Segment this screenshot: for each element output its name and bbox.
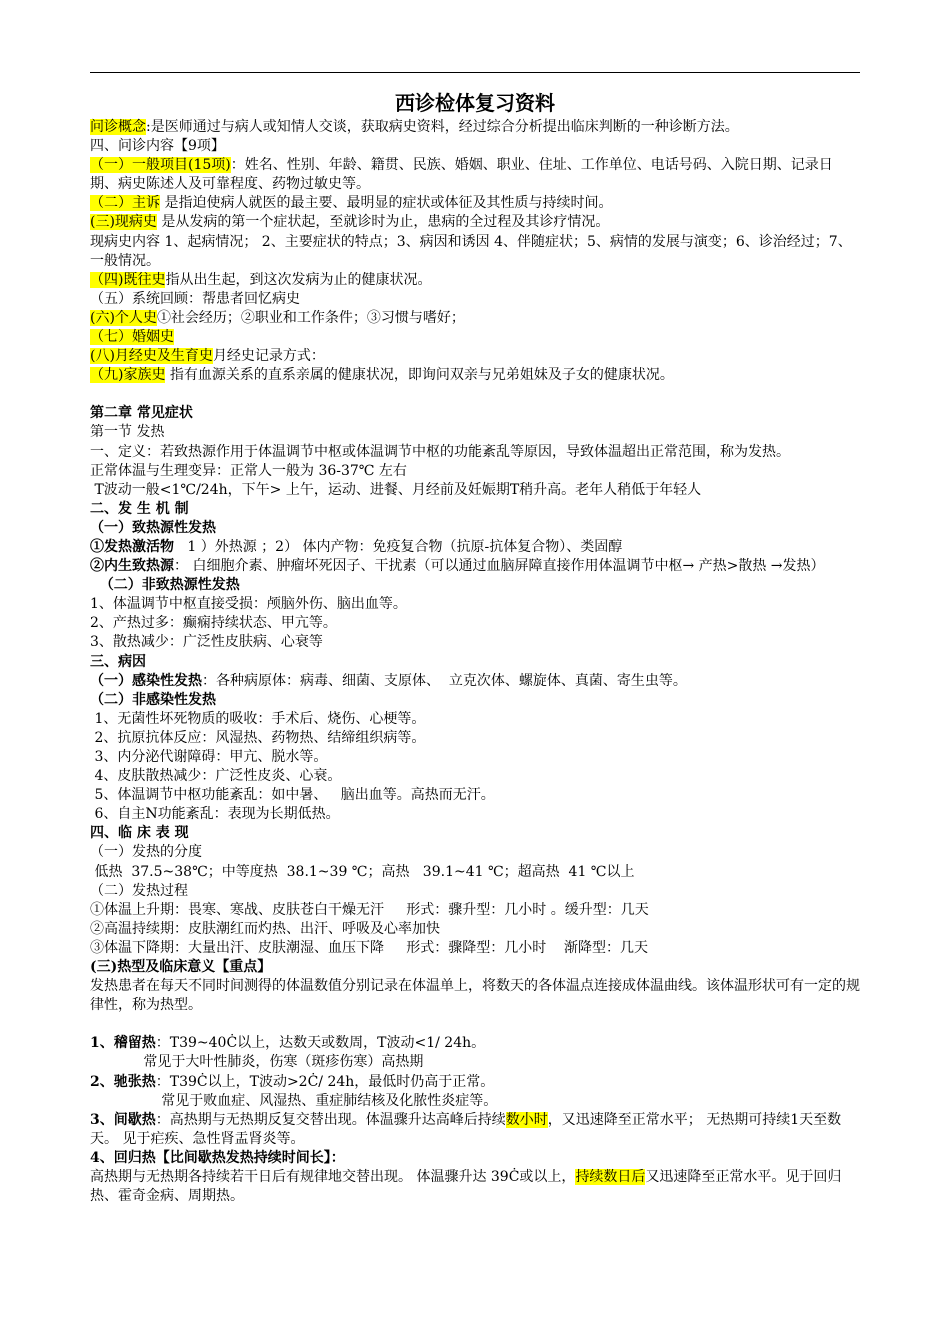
list-item: ①体温上升期：畏寒、寒战、皮肤苍白干燥无汗 形式：骤升型：几小时 。缓升型：几天: [90, 901, 649, 918]
fever-definition: 一、定义：若致热源作用于体温调节中枢或体温调节中枢的功能紊乱等原因，导致体温超出正常范围，称为发热。: [90, 443, 790, 460]
item-text: ①社会经历；②职业和工作条件；③习惯与嗜好；: [156, 309, 465, 326]
fever-type-2-note: 常见于败血症、风湿热、重症肺结核及化脓性炎症等。: [90, 1092, 498, 1109]
item-text: ，又迅速降至正常水平； 无热期可持续1天至数天。 见于疟疾、急性肾盂肾炎等。: [90, 1111, 842, 1147]
highlight-term: （一）一般项目(15项): [90, 157, 231, 174]
clinical-heading: 四、临 床 表 现: [90, 825, 189, 842]
mechanism-heading: 二、发 生 机 制: [90, 500, 189, 517]
list-item: 2、抗原抗体反应：风湿热、药物热、结缔组织病等。: [90, 729, 426, 746]
highlight-term: (八)月经史及生育史: [90, 348, 213, 365]
fever-type-intro: 发热患者在每天不同时间测得的体温数值分别记录在体温单上，将数天的各体温点连接成体温曲线。该体温形状可有一定的规律性，称为热型。: [90, 978, 860, 1014]
cause-heading: 三、病因: [90, 653, 146, 670]
list-item: 5、体温调节中枢功能紊乱：如中暑、 脑出血等。高热而无汗。: [90, 787, 495, 804]
normal-temperature: 正常体温与生理变异：正常人一般为 36-37℃ 左右: [90, 462, 407, 479]
list-item: 1、无菌性坏死物质的吸收：手术后、烧伤、心梗等。: [90, 710, 426, 727]
fever-type-1-note: 常见于大叶性肺炎，伤寒（斑疹伤寒）高热期: [90, 1054, 424, 1071]
highlight-term: （七）婚姻史: [90, 329, 174, 346]
list-item: 6、自主N功能紊乱：表现为长期低热。: [90, 806, 340, 823]
spacer: [90, 385, 860, 404]
document-body: [90, 88, 860, 1206]
subheading: （一）致热源性发热: [90, 519, 216, 536]
item-text: ：高热期与无热期反复交替出现。体温骤升达高峰后持续: [155, 1111, 506, 1128]
list-item: 3、内分泌代谢障碍：甲亢、脱水等。: [90, 749, 328, 765]
bold-term: （一）感染性发热: [90, 672, 202, 689]
subheading: （二）非致热源性发热: [90, 577, 240, 594]
present-illness-contents: 现病史内容 1、起病情况； 2、主要症状的特点；3、病因和诱因 4、伴随症状；5、病情的发展与演变；6、诊治经过；7、一般情况。: [90, 233, 852, 269]
fever-type-4-text: [90, 1168, 860, 1206]
highlight-term: 持续数日后: [575, 1168, 646, 1185]
fever-type-3: [90, 1111, 860, 1149]
highlight-term: 问诊概念: [90, 119, 146, 135]
list-item: ③体温下降期：大量出汗、皮肤潮湿、血压下降 形式：骤降型：几小时 渐降型：几天: [90, 939, 649, 956]
item-text: ：姓名、性别、年龄、籍贯、民族、婚姻、职业、住址、工作单位、电话号码、入院日期、记录日期、病史陈述人及可靠程度、药物过敏史等。: [90, 157, 833, 193]
document-title: 西诊检体复习资料: [395, 91, 555, 115]
fever-type-2: [90, 1073, 860, 1092]
item-past-history: [90, 271, 860, 290]
highlight-term: (三)现病史: [90, 214, 157, 231]
content-heading: 四、问诊内容【9项】: [90, 138, 225, 155]
temperature-variation: T波动一般<1℃/24h，下午> 上午，运动、进餐、月经前及妊娠期T稍升高。老年人稍低于年轻人: [90, 481, 702, 498]
item-text: 是从发病的第一个症状起，至就诊时为止，患病的全过程及其诊疗情况。: [156, 214, 610, 231]
spacer: [90, 1015, 860, 1034]
item-text: 1 ）外热源 ；2） 体内产物：免疫复合物（抗原-抗体复合物）、类固醇: [174, 538, 623, 555]
section-heading: 第一节 发热: [90, 424, 165, 441]
item-text: ：T39Ċ以上，T波动>2Ċ/ 24h，最低时仍高于正常。: [155, 1073, 495, 1090]
item-menstrual-history: [90, 347, 860, 366]
item-text: 指从出生起，到这次发病为止的健康状况。: [165, 271, 432, 288]
concept-text: :是医师通过与病人或知情人交谈，获取病史资料，经过综合分析提出临床判断的一种诊断方法。: [146, 119, 739, 135]
highlight-term: （二）主诉: [90, 195, 160, 212]
bold-term: 1、稽留热: [90, 1035, 156, 1052]
endogenous-pyrogen: [90, 557, 860, 576]
list-item: ②高温持续期：皮肤潮红而灼热、出汗、呼吸及心率加快: [90, 920, 440, 937]
fever-type-1: [90, 1034, 860, 1053]
list-item: 1、体温调节中枢直接受损：颅脑外伤、脑出血等。: [90, 596, 407, 613]
list-item: 2、产热过多：癫痫持续状态、甲亢等。: [90, 615, 337, 632]
subheading: （二）非感染性发热: [90, 691, 216, 708]
chapter-heading: 第二章 常见症状: [90, 405, 193, 422]
highlight-term: 数小时: [505, 1111, 548, 1128]
bold-term: 2、驰张热: [90, 1073, 156, 1090]
item-personal-history: [90, 309, 860, 328]
item-text: ： 白细胞介素、肿瘤坏死因子、干扰素（可以通过血脑屏障直接作用体温调节中枢→ 产热>散热 →发热）: [174, 558, 825, 575]
item-family-history: [90, 366, 860, 385]
infectious-fever: [90, 672, 860, 691]
bold-term: ①发热激活物: [90, 538, 174, 555]
item-system-review: （五）系统回顾：帮患者回忆病史: [90, 290, 300, 307]
item-text: 又迅速降至正常水平。见于回归热、霍奇金病、周期热。: [90, 1168, 842, 1205]
pyrogen-activator: [90, 538, 860, 557]
item-general: [90, 156, 860, 194]
item-text: 高热期与无热期各持续若干日后有规律地交替出现。 体温骤升达 39Ċ或以上，: [90, 1168, 576, 1185]
item-present-illness: [90, 213, 860, 232]
item-marriage-history: [90, 328, 860, 347]
list-item: 3、散热减少：广泛性皮肤病、心衰等: [90, 634, 323, 651]
item-text: 是指迫使病人就医的最主要、最明显的症状或体征及其性质与持续时间。: [160, 195, 613, 212]
header-rule: [90, 72, 860, 73]
bold-term: ②内生致热源: [90, 558, 174, 575]
list-item: 4、皮肤散热减少：广泛性皮炎、心衰。: [90, 768, 342, 785]
fever-type-4: 4、回归热【比间歇热发热持续时间长】：: [90, 1149, 345, 1166]
item-text: 指有血源关系的直系亲属的健康状况，即询问双亲与兄弟姐妹及子女的健康状况。: [165, 367, 674, 384]
item-text: ：各种病原体：病毒、细菌、支原体、 立克次体、螺旋体、真菌、寄生虫等。: [202, 672, 687, 689]
subheading: （二）发热过程: [90, 882, 188, 899]
concept-line: [90, 118, 860, 137]
item-text: 月经史记录方式：: [212, 348, 325, 365]
highlight-term: （四)既往史: [90, 271, 166, 288]
highlight-term: （九)家族史: [90, 367, 166, 384]
subheading: (三)热型及临床意义【重点】: [90, 959, 272, 976]
item-text: ：T39~40Ċ以上，达数天或数周，T波动<1/ 24h。: [155, 1035, 486, 1052]
bold-term: 3、间歇热: [90, 1111, 156, 1128]
highlight-term: (六)个人史: [90, 309, 157, 326]
fever-grades: 低热 37.5~38℃；中等度热 38.1~39 ℃；高热 39.1~41 ℃；超高热 41 ℃以上: [90, 863, 635, 880]
item-complaint: [90, 194, 860, 213]
subheading: （一）发热的分度: [90, 844, 202, 861]
